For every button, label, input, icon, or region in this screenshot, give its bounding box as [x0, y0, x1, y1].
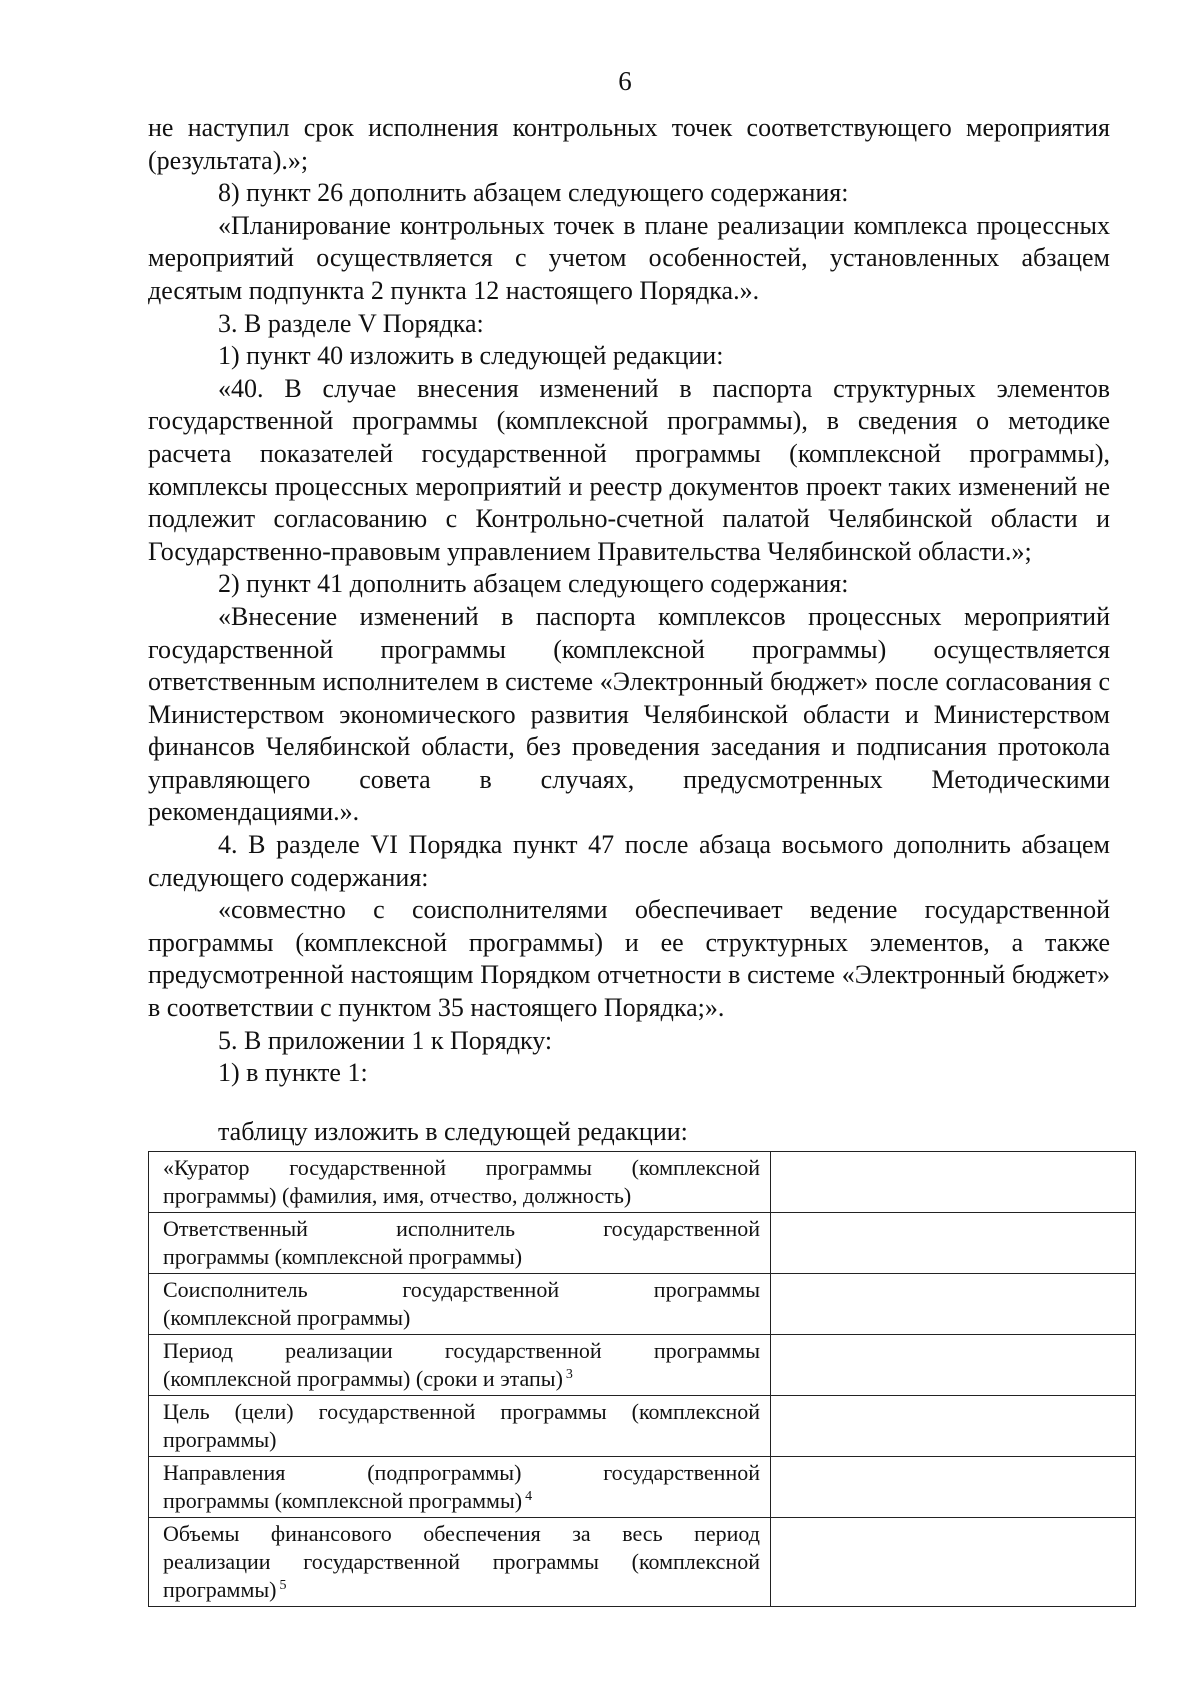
table-row	[149, 1213, 1136, 1274]
label-first-line: Соисполнитель государственной программы	[163, 1277, 760, 1302]
passport-table	[148, 1151, 1136, 1607]
table-row	[149, 1274, 1136, 1335]
paragraph-section-5: 5. В приложении 1 к Порядку:	[218, 1025, 553, 1055]
table-row	[149, 1457, 1136, 1518]
table-row	[149, 1396, 1136, 1457]
paragraph-item-1-point-40: 1) пункт 40 изложить в следующей редакции:	[218, 341, 724, 371]
table-cell-label	[149, 1213, 771, 1274]
footnote-mark: 5	[279, 1578, 287, 1593]
paragraph-quote-changes: «Внесение изменений в паспорта комплексов процессных мероприятий государственной программы (комплексной программы) осуществляется ответственным исполнителем в системе «Электронный бюджет» после согласования с Министерством экономического развития Челябинской области и Министерством финансов Челябинской области, без проведения заседания и подписания протокола управляющего совета в случаях, предусмотренных Методическими рекомендациями.».	[148, 601, 1110, 827]
paragraph-quote-planning: «Планирование контрольных точек в плане реализации комплекса процессных мероприятий осуществляется с учетом особенностей, установленных абзацем десятым подпункта 2 пункта 12 настоящего Порядка.».	[148, 210, 1110, 305]
label-rest: программы)	[163, 1427, 277, 1452]
label-rest: (комплексной программы)	[163, 1305, 411, 1330]
table-row	[149, 1152, 1136, 1213]
paragraph-item-2-point-41: 2) пункт 41 дополнить абзацем следующего содержания:	[218, 569, 849, 599]
label-first-line: «Куратор государственной программы (комплексной	[163, 1155, 760, 1180]
paragraph-item-1-point-1: 1) в пункте 1:	[218, 1058, 368, 1088]
table-cell-value	[771, 1152, 1136, 1213]
label-rest: реализации государственной программы (комплексной программы)	[163, 1549, 760, 1602]
table-cell-value	[771, 1457, 1136, 1518]
label-rest: (комплексной программы) (сроки и этапы)	[163, 1366, 563, 1391]
table-cell-label	[149, 1152, 771, 1213]
table-cell-label	[149, 1335, 771, 1396]
table-cell-label	[149, 1274, 771, 1335]
document-body	[148, 112, 1110, 1090]
table-cell-label	[149, 1457, 771, 1518]
label-first-line: Объемы финансового обеспечения за весь период	[163, 1521, 760, 1546]
paragraph-quote-coexecutors: «совместно с соисполнителями обеспечивает ведение государственной программы (комплексной программы) и ее структурных элементов, а также предусмотренной настоящим Порядком отчетности в системе «Электронный бюджет» в соответствии с пунктом 35 настоящего Порядка;».	[148, 895, 1110, 1023]
label-first-line: Цель (цели) государственной программы (комплексной	[163, 1399, 760, 1424]
table-cell-value	[771, 1335, 1136, 1396]
table-intro: таблицу изложить в следующей редакции:	[218, 1117, 688, 1146]
table-cell-value	[771, 1396, 1136, 1457]
table-row	[149, 1335, 1136, 1396]
label-rest: программы) (фамилия, имя, отчество, должность)	[163, 1183, 632, 1208]
table-cell-label	[149, 1518, 771, 1607]
table-cell-value	[771, 1274, 1136, 1335]
footnote-mark: 4	[525, 1489, 533, 1504]
paragraph-item-8: 8) пункт 26 дополнить абзацем следующего содержания:	[218, 178, 849, 208]
table-cell-label	[149, 1396, 771, 1457]
label-first-line: Ответственный исполнитель государственной	[163, 1216, 760, 1241]
paragraph-continuation: не наступил срок исполнения контрольных точек соответствующего мероприятия (результата).»;	[148, 113, 1110, 175]
page-number: 6	[618, 66, 632, 96]
paragraph-section-3: 3. В разделе V Порядка:	[218, 308, 484, 338]
footnote-mark: 3	[565, 1367, 573, 1382]
table-cell-value	[771, 1518, 1136, 1607]
label-first-line: Период реализации государственной программы	[163, 1338, 760, 1363]
label-rest: программы (комплексной программы)	[163, 1244, 523, 1269]
table-row	[149, 1518, 1136, 1607]
paragraph-section-4: 4. В разделе VI Порядка пункт 47 после абзаца восьмого дополнить абзацем следующего содержания:	[148, 830, 1110, 892]
paragraph-quote-40: «40. В случае внесения изменений в паспорта структурных элементов государственной программы (комплексной программы), в сведения о методике расчета показателей государственной программы (комплексной программы), комплексы процессных мероприятий и реестр документов проект таких изменений не подлежит согласованию с Контрольно-счетной палатой Челябинской области и Государственно-правовым управлением Правительства Челябинской области.»;	[148, 373, 1110, 566]
label-rest: программы (комплексной программы)	[163, 1488, 523, 1513]
table-cell-value	[771, 1213, 1136, 1274]
label-first-line: Направления (подпрограммы) государственной	[163, 1460, 760, 1485]
